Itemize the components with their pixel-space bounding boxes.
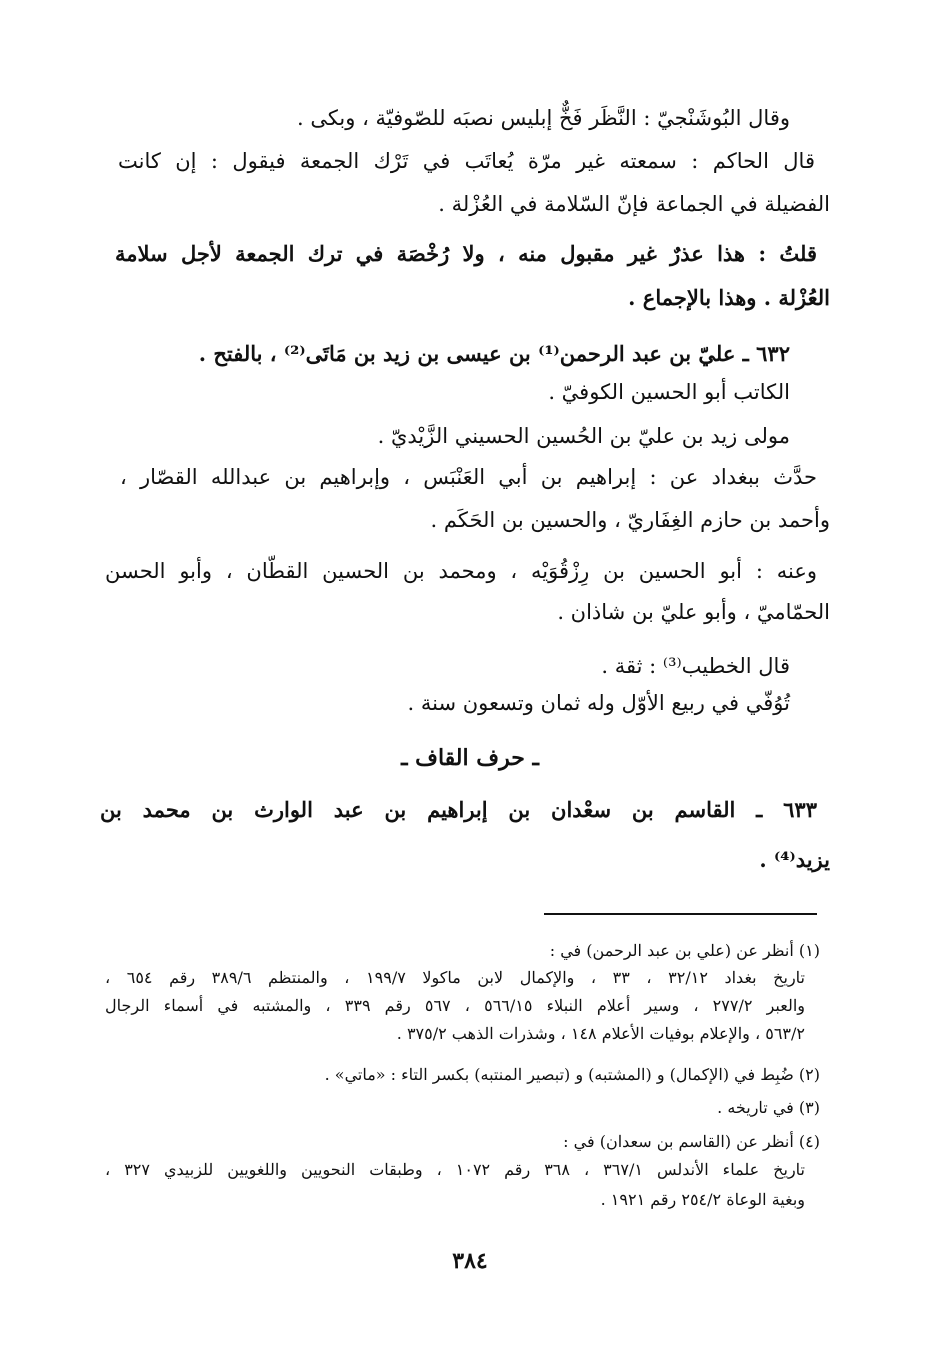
text-line-2: قال الحاكم : سمعته غير مرّة يُعاتَب في تَرْك الجمعة فيقول : إن كانت [118, 149, 815, 173]
footnote-divider [544, 913, 817, 915]
text-line-10: وأحمد بن حازم الغِفَاريّ ، والحسين بن الحَكَم . [430, 508, 830, 532]
text-line-17: يزيد⁽⁴⁾ . [759, 847, 830, 872]
text-line-5: العُزْلة . وهذا بالإجماع . [628, 285, 830, 310]
text-line-14: تُوُفّي في ربيع الأوّل وله ثمان وتسعون سنة . [407, 691, 790, 715]
text-line-9: حدَّث ببغداد عن : إبراهيم بن أبي العَنْبَس ، وإبراهيم بن عبدالله القصّار ، [120, 465, 817, 489]
section-heading-qaf: ـ حرف القاف ـ [401, 745, 539, 771]
footnote-1-line-2: تاريخ بغداد ٣٢/١٢ ، ٣٣ ، والإكمال لابن ماكولا ١٩٩/٧ ، والمنتظم ٣٨٩/٦ رقم ٦٥٤ ، [105, 968, 806, 987]
text-line-11: وعنه : أبو الحسين بن رِزْقُوَيْه ، ومحمد بن الحسين القطّان ، وأبو الحسن [105, 559, 817, 583]
text-line-13: قال الخطيب⁽³⁾ : ثقة . [601, 654, 790, 678]
footnote-1: (١) أنظر عن (علي بن عبد الرحمن) في : [549, 941, 820, 960]
footnote-4-line-2: تاريخ علماء الأندلس ٣٦٧/١ ، ٣٦٨ رقم ١٠٧٢ ، وطبقات النحويين واللغويين للزبيدي ٣٢٧ ، [105, 1160, 806, 1179]
text-line-1: وقال البُوشَنْجيّ : النَّظَر فَخٌّ إبليس نصبَه للصّوفيّة ، وبكى . [296, 106, 790, 130]
text-line-7: الكاتب أبو الحسين الكوفيّ . [548, 380, 790, 404]
footnote-4: (٤) أنظر عن (القاسم بن سعدان) في : [563, 1132, 820, 1151]
entry-632-title: ٦٣٢ ـ عليّ بن عبد الرحمن⁽¹⁾ بن عيسى بن زيد بن مَاتَى⁽²⁾ ، بالفتح . [198, 341, 790, 366]
text-line-12: الحمّاميّ ، وأبو عليّ بن شاذان . [557, 600, 830, 624]
page-number: ٣٨٤ [452, 1248, 488, 1274]
text-line-3: الفضيلة في الجماعة فإنّ السّلامة في العُزْلة . [438, 192, 830, 216]
text-line-4: قلتُ : هذا عذرٌ غير مقبول منه ، ولا رُخْصَة في ترك الجمعة لأجل سلامة [115, 241, 817, 266]
footnote-1-line-3: والعبر ٢٧٧/٢ ، وسير أعلام النبلاء ٥٦٦/١٥ ، ٥٦٧ رقم ٣٣٩ ، والمشتبه في أسماء الرجال [105, 996, 806, 1015]
footnote-4-line-3: وبغية الوعاة ٢٥٤/٢ رقم ١٩٢١ . [600, 1190, 805, 1209]
footnote-3: (٣) في تاريخه . [717, 1098, 820, 1117]
entry-633-title: ٦٣٣ ـ القاسم بن سعْدان بن إبراهيم بن عبد الوارث بن محمد بن [100, 797, 817, 822]
footnote-1-line-4: ٥٦٣/٢ ، والإعلام بوفيات الأعلام ١٤٨ ، وشذرات الذهب ٣٧٥/٢ . [396, 1024, 805, 1043]
footnote-2: (٢) ضُبِط في (الإكمال) و (المشتبه) و (تبصير المنتبه) بكسر التاء : «ماتي» . [324, 1065, 820, 1084]
text-line-8: مولى زيد بن عليّ بن الحُسين الحسيني الزَّيْديّ . [377, 424, 790, 448]
